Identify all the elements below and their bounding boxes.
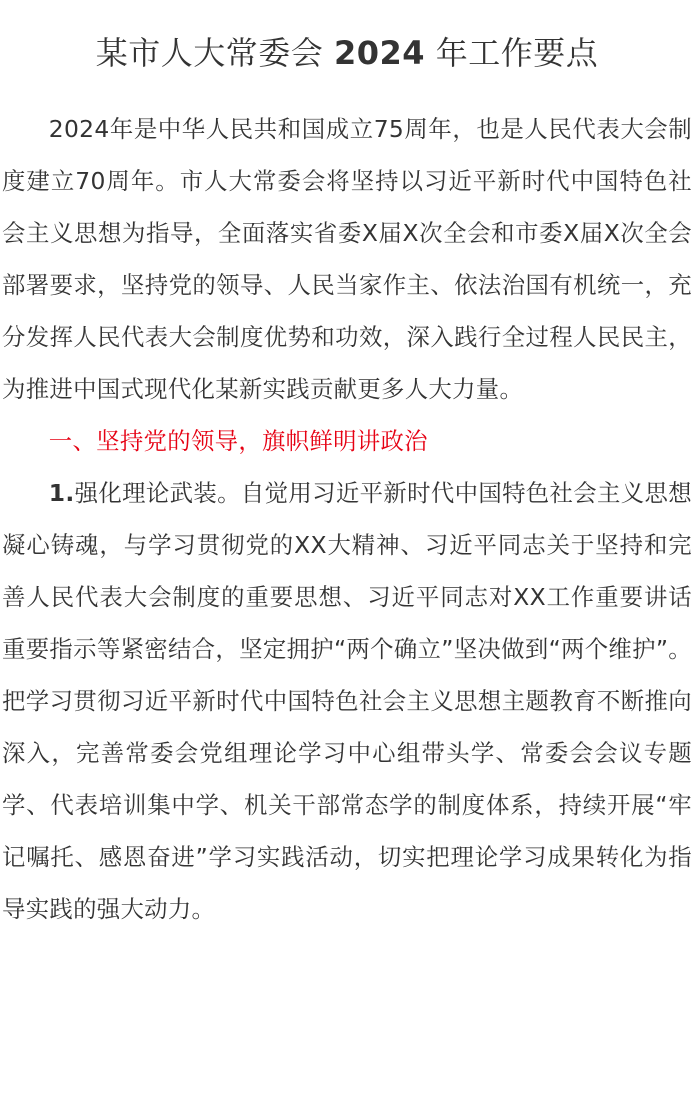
title-year: 2024 (333, 34, 426, 72)
section-heading: 一、坚持党的领导，旗帜鲜明讲政治 (48, 427, 428, 455)
title-prefix: 某市人大常委会 (95, 34, 324, 72)
document-body (2, 103, 692, 935)
intro-paragraph: 2024年是中华人民共和国成立75周年，也是人民代表大会制度建立70周年。市人大常委会将坚持以习近平新时代中国特色社会主义思想为指导，全面落实省委X届X次全会和市委X届X次全会部署要求，坚持党的领导、人民当家作主、依法治国有机统一，充分发挥人民代表大会制度优势和功效，深入践行全过程人民民主，为推进中国式现代化某新实践贡献更多人大力量。 (2, 115, 692, 403)
item-number: 1. (48, 479, 75, 507)
document-title (2, 0, 692, 76)
title-suffix: 年工作要点 (435, 34, 599, 72)
item-paragraph (2, 467, 692, 935)
item-text: 强化理论武装。自觉用习近平新时代中国特色社会主义思想凝心铸魂，与学习贯彻党的XX大精神、习近平同志关于坚持和完善人民代表大会制度的重要思想、习近平同志对XX工作重要讲话重要指示等紧密结合，坚定拥护“两个确立”坚决做到“两个维护”。把学习贯彻习近平新时代中国特色社会主义思想主题教育不断推向深入，完善常委会党组理论学习中心组带头学、常委会会议专题学、代表培训集中学、机关干部常态学的制度体系，持续开展“牢记嘱托、感恩奋进”学习实践活动，切实把理论学习成果转化为指导实践的强大动力。 (2, 479, 692, 923)
